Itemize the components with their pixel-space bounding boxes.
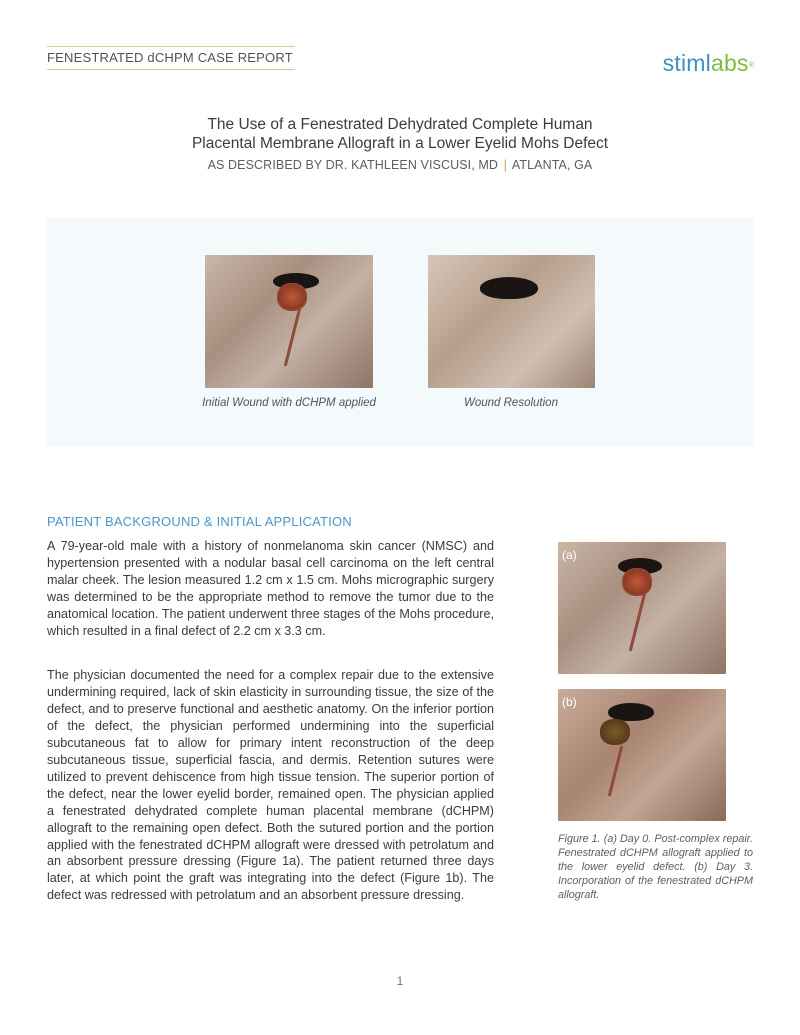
figure-label-b: (b): [562, 695, 577, 709]
author-line: [0, 158, 800, 172]
wound-resolution-caption: Wound Resolution: [464, 397, 558, 409]
paragraph-2: The physician documented the need for a complex repair due to the extensive undermining required, lack of skin elasticity in surrounding tissue, the size of the defect, and to preserve functional and aesthetic anatomy. On the inferior portion of the defect, the physician performed undermining into the superficial subcutaneous fat to allow for primary intent reconstruction of the deep subcutaneous tissue, superficial fascia, and dermis. Retention sutures were utilized to prevent dehiscence from high tissue tension. The superior portion of the defect, near the lower eyelid border, remained open. The physician applied a fenestrated dehydrated complete human placental membrane (dCHPM) allograft to the remaining open defect. Both the sutured portion and the portion applied with the fenestrated dCHPM allograft were dressed with petrolatum and an absorbent pressure dressing (Figure 1a). The patient returned three days later, at which point the graft was integrating into the defect (Figure 1b). The defect was redressed with petrolatum and an absorbent pressure dressing.: [47, 668, 494, 903]
paragraph-1: A 79-year-old male with a history of nonmelanoma skin cancer (NMSC) and hypertension presented with a nodular basal cell carcinoma on the left central malar cheek. The lesion measured 1.2 cm x 1.5 cm. Mohs micrographic surgery was determined to be the appropriate method to remove the tumor due to the anatomical location. The patient underwent three stages of the Mohs procedure, which resulted in a final defect of 2.2 cm x 3.3 cm.: [47, 539, 494, 638]
figure-caption: Figure 1. (a) Day 0. Post-complex repair. Fenestrated dCHPM allograft applied to the lower eyelid defect. (b) Day 3. Incorporation of the fenestrated dCHPM allograft.: [558, 833, 753, 902]
logo-part1: stiml: [662, 50, 711, 76]
wound-resolution-photo: [428, 255, 595, 388]
report-tag: FENESTRATED dCHPM CASE REPORT: [47, 46, 295, 70]
hero-panel: [47, 218, 753, 446]
page-number: 1: [396, 976, 404, 988]
initial-wound-photo: [205, 255, 373, 388]
author-separator: |: [503, 158, 507, 172]
figure-1b-photo: [558, 689, 726, 821]
title-line-2: Placental Membrane Allograft in a Lower Eyelid Mohs Defect: [191, 135, 609, 152]
initial-wound-caption: Initial Wound with dCHPM applied: [202, 397, 376, 409]
logo-part2: abs: [710, 50, 749, 76]
logo-mark: ®: [748, 62, 754, 69]
author-location: ATLANTA, GA: [511, 158, 593, 172]
figure-label-a: (a): [562, 548, 577, 562]
author-name: AS DESCRIBED BY DR. KATHLEEN VISCUSI, MD: [207, 158, 499, 172]
stimlabs-logo: [663, 50, 754, 76]
page-title: [0, 115, 800, 153]
title-line-1: The Use of a Fenestrated Dehydrated Complete Human: [207, 116, 593, 133]
figure-1a-photo: [558, 542, 726, 674]
section-heading: PATIENT BACKGROUND & INITIAL APPLICATION: [47, 514, 352, 529]
